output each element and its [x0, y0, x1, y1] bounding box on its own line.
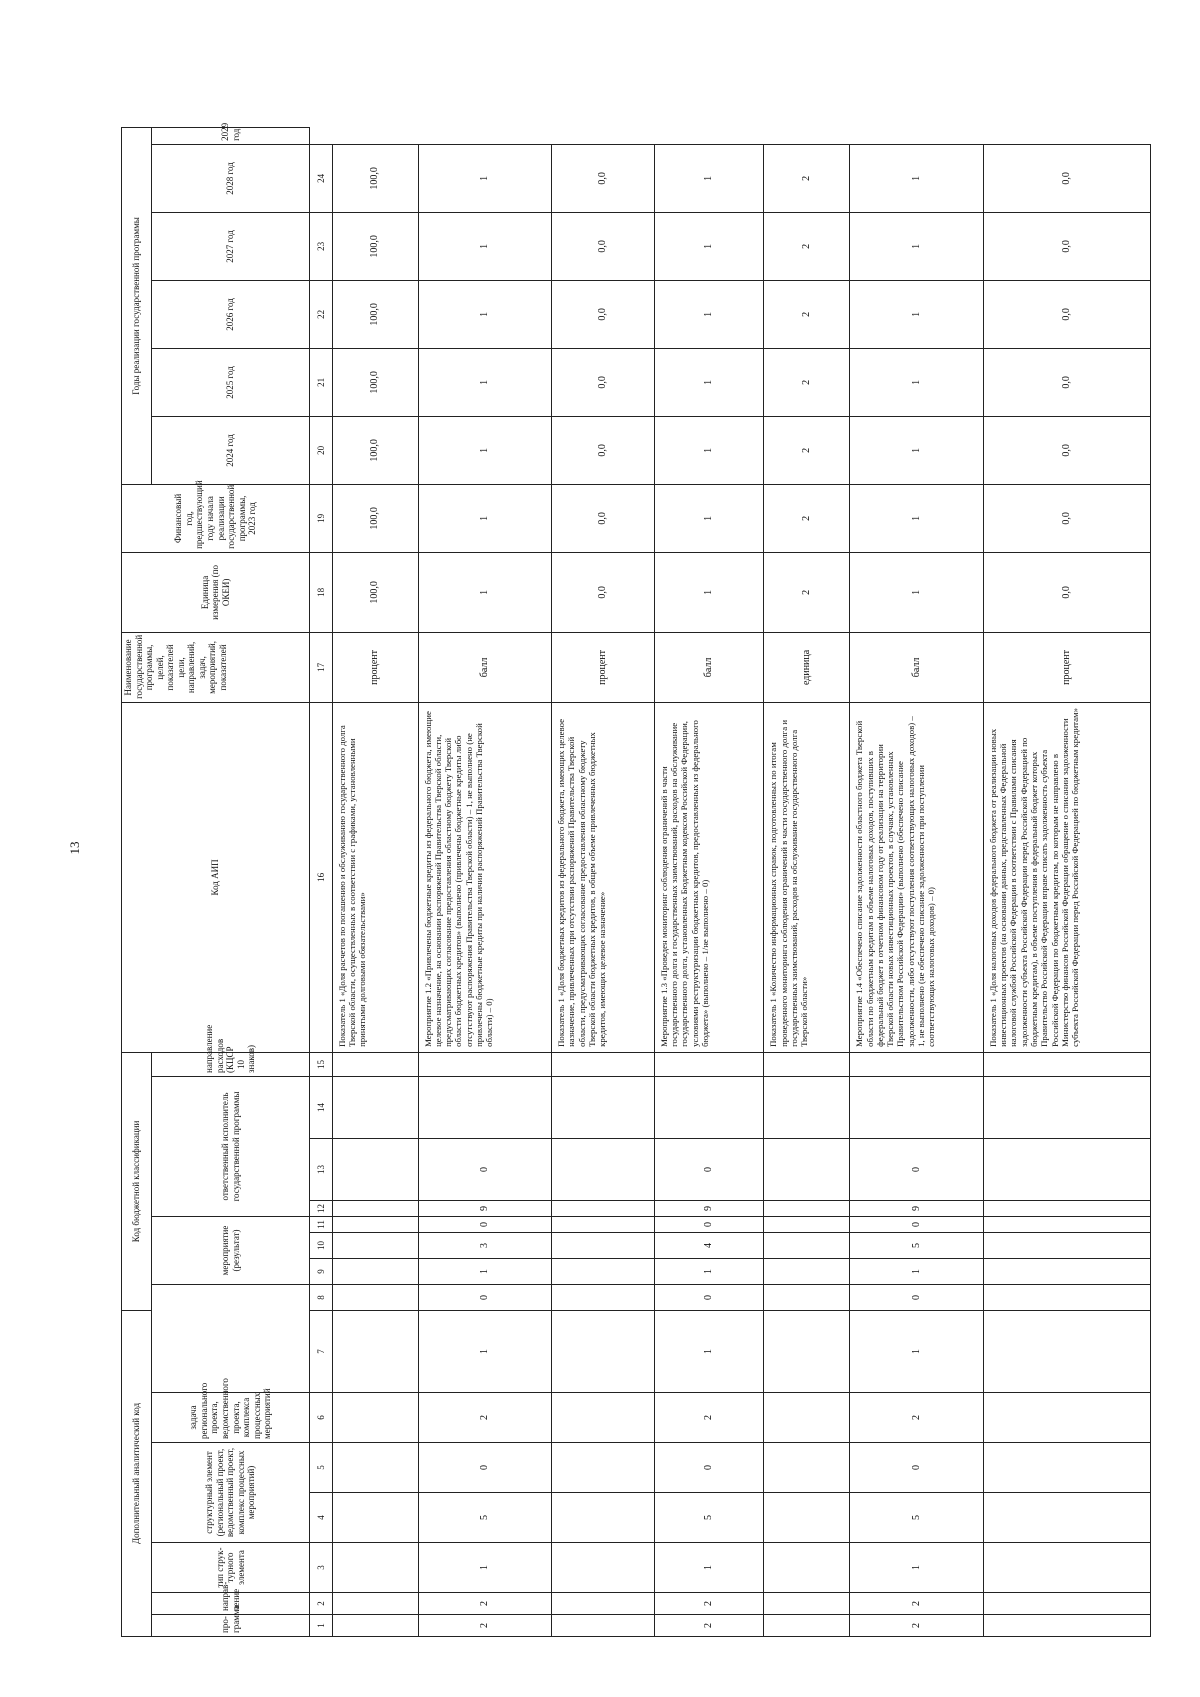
row-name: Мероприятие 1.3 «Проведен мониторинг соблюдения ограничений в части государственного долга и государственных заимствований, расходов на обслуживание государственного долга, установленных Бюджетным кодексом Российской Федерации, условиями реструктуризации бюджетных кредитов, предоставленных из федерального бюджета» (выполнено – 1/не выполнено – 0) [654, 702, 764, 1052]
column-number: 2 [310, 1593, 333, 1615]
header-struct-type: тип струк-турного элемента [152, 1543, 310, 1593]
column-number: 11 [310, 1217, 333, 1233]
table-row [332, 128, 418, 1637]
column-number: 14 [310, 1077, 333, 1139]
column-number: 23 [310, 212, 333, 280]
row-year-value: 1 [654, 348, 764, 416]
row-year-value: 1 [654, 416, 764, 484]
row-year-value: 1 [654, 280, 764, 348]
header-additional-code: Дополнительный аналитический код [122, 1311, 152, 1637]
row-year-value: 2 [764, 280, 850, 348]
row-year-value: 1 [654, 144, 764, 212]
code-cell [332, 1393, 418, 1443]
header-event: мероприятие (результат) [152, 1217, 310, 1285]
code-cell: 2 [654, 1615, 764, 1637]
row-year-value: 0,0 [983, 416, 1150, 484]
row-name: Мероприятие 1.4 «Обеспечено списание задолженности областного бюджета Тверской области по бюджетным кредитам в объеме налоговых доходов, поступивших в федеральный бюджет в отчетном финансовом году от реализации на территории Тверской области новых инвестиционных проектов, в случаях, установленных Правительством Российской Федерации» (выполнено (обеспечено списание задолженности, либо отсутствуют поступления соответствующих налоговых доходов) – 1, не выполнено (не обеспечено списание задолженности при поступлении соответствующих налоговых доходов) – 0) [850, 702, 984, 1052]
page-number: 13 [67, 841, 82, 855]
row-year-value: 1 [418, 484, 552, 552]
code-cell [764, 1393, 850, 1443]
code-cell [552, 1443, 655, 1493]
code-cell: 1 [654, 1543, 764, 1593]
code-cell: 0 [654, 1139, 764, 1201]
column-number: 15 [310, 1052, 333, 1076]
header-year-2027: 2027 год [152, 212, 310, 280]
row-name: Показатель 1 «Количество информационных справок, подготовленных по итогам проведенного мониторинга соблюдения ограничений в части государственного долга и государственных заимствований, расходов на обслуживание государственного долга Тверской области» [764, 702, 850, 1052]
code-cell [552, 1493, 655, 1543]
document-sheet [121, 122, 1151, 1637]
code-cell [552, 1615, 655, 1637]
row-year-value: 2 [764, 484, 850, 552]
row-year-value: 0,0 [552, 348, 655, 416]
column-number: 16 [310, 702, 333, 1052]
code-cell [552, 1052, 655, 1076]
code-cell: 3 [418, 1233, 552, 1259]
code-cell: 0 [850, 1217, 984, 1233]
code-cell [332, 1543, 418, 1593]
table-row [654, 128, 764, 1637]
column-number: 13 [310, 1139, 333, 1201]
code-cell [764, 1233, 850, 1259]
code-cell [332, 1285, 418, 1311]
row-year-value: 1 [654, 484, 764, 552]
row-base-value: 1 [654, 552, 764, 632]
code-cell [418, 1052, 552, 1076]
header-name: Наименование государственной программы, целей, показателей цели, направлений, задач, мероприятий, показателей [122, 632, 310, 702]
code-cell [764, 1443, 850, 1493]
header-code-aip: Код АИП [122, 702, 310, 1052]
row-unit: процент [983, 632, 1150, 702]
code-cell [552, 1543, 655, 1593]
row-year-value: 1 [850, 280, 984, 348]
code-cell [983, 1139, 1150, 1201]
row-year-value: 100,0 [332, 484, 418, 552]
column-number: 21 [310, 348, 333, 416]
row-base-value: 100,0 [332, 552, 418, 632]
code-cell [552, 1139, 655, 1201]
code-cell [764, 1201, 850, 1217]
column-number: 6 [310, 1393, 333, 1443]
code-cell: 5 [418, 1493, 552, 1543]
code-cell: 0 [850, 1443, 984, 1493]
row-year-value: 1 [418, 144, 552, 212]
code-cell: 2 [850, 1615, 984, 1637]
row-year-value: 2 [764, 144, 850, 212]
code-cell: 1 [850, 1311, 984, 1393]
code-cell [552, 1311, 655, 1393]
row-name: Показатель 1 «Доля бюджетных кредитов из федерального бюджета, имеющих целевое назначение, привлеченных при отсутствии распоряжений Правительства Тверской области, предусматривающих согласование предоставления областному бюджету Тверской области бюджетных кредитов, в общем объеме привлеченных бюджетных кредитов, имеющих целевое назначение» [552, 702, 655, 1052]
column-number: 7 [310, 1311, 333, 1393]
code-cell [983, 1443, 1150, 1493]
row-name: Показатель 1 «Доля расчетов по погашению и обслуживанию государственного долга Тверской области, осуществленных в соответствии с графиками, установленными принятыми долговыми обязательствами» [332, 702, 418, 1052]
code-cell [552, 1259, 655, 1285]
code-cell [764, 1052, 850, 1076]
header-year-2024: 2024 год [152, 416, 310, 484]
row-year-value: 1 [418, 416, 552, 484]
row-unit: единица [764, 632, 850, 702]
column-number: 12 [310, 1201, 333, 1217]
code-cell [983, 1201, 1150, 1217]
code-cell: 2 [654, 1393, 764, 1443]
row-year-value: 0,0 [983, 144, 1150, 212]
row-year-value: 100,0 [332, 144, 418, 212]
code-cell: 0 [654, 1443, 764, 1493]
code-cell [764, 1077, 850, 1139]
code-cell [764, 1217, 850, 1233]
code-cell: 0 [850, 1285, 984, 1311]
code-cell [332, 1052, 418, 1076]
row-year-value: 1 [654, 212, 764, 280]
column-number: 1 [310, 1615, 333, 1637]
code-cell [418, 1077, 552, 1139]
row-unit: процент [552, 632, 655, 702]
row-year-value: 0,0 [983, 484, 1150, 552]
row-year-value: 1 [850, 212, 984, 280]
code-cell: 2 [418, 1393, 552, 1443]
code-cell [332, 1077, 418, 1139]
header-direction: направ-ление [152, 1593, 310, 1615]
row-unit: процент [332, 632, 418, 702]
code-cell: 5 [850, 1233, 984, 1259]
code-cell: 0 [654, 1285, 764, 1311]
column-number: 5 [310, 1443, 333, 1493]
code-cell [654, 1052, 764, 1076]
code-cell [552, 1593, 655, 1615]
row-year-value: 2 [764, 416, 850, 484]
header-year-2025: 2025 год [152, 348, 310, 416]
row-year-value: 1 [850, 416, 984, 484]
code-cell [552, 1217, 655, 1233]
header-spacer [152, 1285, 310, 1393]
row-unit: балл [418, 632, 552, 702]
code-cell [850, 1052, 984, 1076]
column-number: 20 [310, 416, 333, 484]
code-cell [983, 1543, 1150, 1593]
code-cell [552, 1201, 655, 1217]
row-year-value: 0,0 [983, 280, 1150, 348]
code-cell: 5 [850, 1493, 984, 1543]
row-year-value: 1 [418, 280, 552, 348]
code-cell: 9 [654, 1201, 764, 1217]
row-year-value: 0,0 [552, 212, 655, 280]
code-cell [983, 1393, 1150, 1443]
row-year-value: 1 [850, 144, 984, 212]
code-cell [332, 1443, 418, 1493]
code-cell: 9 [418, 1201, 552, 1217]
code-cell [332, 1259, 418, 1285]
column-number: 17 [310, 632, 333, 702]
row-unit: балл [654, 632, 764, 702]
row-base-value: 2 [764, 552, 850, 632]
code-cell [764, 1259, 850, 1285]
column-number: 9 [310, 1259, 333, 1285]
code-cell [332, 1233, 418, 1259]
code-cell [983, 1259, 1150, 1285]
code-cell: 0 [418, 1285, 552, 1311]
table-row [850, 128, 984, 1637]
code-cell [552, 1393, 655, 1443]
header-year-2029: 2029 год [152, 128, 310, 145]
row-year-value: 0,0 [983, 212, 1150, 280]
code-cell: 1 [850, 1259, 984, 1285]
column-number: 4 [310, 1493, 333, 1543]
code-cell [332, 1217, 418, 1233]
code-cell: 0 [654, 1217, 764, 1233]
row-year-value: 100,0 [332, 280, 418, 348]
column-numbers-row [310, 128, 333, 1637]
code-cell: 9 [850, 1201, 984, 1217]
row-year-value: 100,0 [332, 416, 418, 484]
code-cell: 0 [418, 1139, 552, 1201]
code-cell [983, 1052, 1150, 1076]
code-cell [764, 1311, 850, 1393]
code-cell: 0 [418, 1443, 552, 1493]
column-number: 8 [310, 1285, 333, 1311]
column-number: 22 [310, 280, 333, 348]
row-year-value: 100,0 [332, 348, 418, 416]
code-cell [983, 1311, 1150, 1393]
row-base-value: 0,0 [552, 552, 655, 632]
code-cell: 2 [654, 1593, 764, 1615]
header-years-group: Годы реализации государственной программы [122, 128, 152, 485]
code-cell: 1 [654, 1259, 764, 1285]
header-budget-code: Код бюджетной классификации [122, 1052, 152, 1310]
row-year-value: 1 [418, 212, 552, 280]
row-year-value: 2 [764, 212, 850, 280]
row-year-value: 0,0 [983, 348, 1150, 416]
row-year-value: 0,0 [552, 416, 655, 484]
row-year-value: 1 [418, 348, 552, 416]
code-cell: 2 [418, 1615, 552, 1637]
code-cell [332, 1311, 418, 1393]
table-row [418, 128, 552, 1637]
code-cell: 5 [654, 1493, 764, 1543]
code-cell [764, 1285, 850, 1311]
header-struct-elem: структурный элемент (региональный проект, ведомственный проект, комплекс процессных мероприятий) [152, 1443, 310, 1543]
code-cell: 2 [850, 1393, 984, 1443]
column-number: 3 [310, 1543, 333, 1593]
header-year-2026: 2026 год [152, 280, 310, 348]
code-cell [332, 1139, 418, 1201]
code-cell [983, 1233, 1150, 1259]
code-cell [764, 1615, 850, 1637]
code-cell: 1 [418, 1543, 552, 1593]
code-cell [552, 1077, 655, 1139]
code-cell: 4 [654, 1233, 764, 1259]
header-fin-year: Финансовый год, предшествующий году начала реализации государственной программы, 2023 год [122, 484, 310, 552]
code-cell [552, 1285, 655, 1311]
row-year-value: 1 [850, 348, 984, 416]
row-year-value: 100,0 [332, 212, 418, 280]
code-cell [764, 1139, 850, 1201]
table-row [983, 128, 1150, 1637]
code-cell [332, 1201, 418, 1217]
code-cell [764, 1493, 850, 1543]
row-base-value: 1 [850, 552, 984, 632]
row-year-value: 0,0 [552, 280, 655, 348]
row-year-value: 2 [764, 348, 850, 416]
code-cell [983, 1077, 1150, 1139]
code-cell: 1 [418, 1311, 552, 1393]
row-base-value: 1 [418, 552, 552, 632]
header-exec: ответственный исполнитель государственной программы [152, 1077, 310, 1217]
code-cell: 1 [850, 1543, 984, 1593]
code-cell [552, 1233, 655, 1259]
row-base-value: 0,0 [983, 552, 1150, 632]
code-cell [983, 1493, 1150, 1543]
code-cell [332, 1615, 418, 1637]
table-row [552, 128, 655, 1637]
code-cell: 2 [418, 1593, 552, 1615]
code-cell [332, 1493, 418, 1543]
code-cell [654, 1077, 764, 1139]
code-cell [332, 1593, 418, 1615]
table-row [764, 128, 850, 1637]
code-cell [983, 1615, 1150, 1637]
code-cell: 1 [654, 1311, 764, 1393]
code-cell [983, 1593, 1150, 1615]
column-number: 18 [310, 552, 333, 632]
header-kosgu: направление расходов (КЦСР 10 знаков) [152, 1052, 310, 1076]
code-cell [983, 1217, 1150, 1233]
header-task: задача регионального проекта, ведомственного проекта, комплекса процессных мероприятий [152, 1393, 310, 1443]
program-table [121, 122, 1151, 1637]
code-cell: 1 [418, 1259, 552, 1285]
code-cell [764, 1593, 850, 1615]
row-year-value: 1 [850, 484, 984, 552]
row-year-value: 0,0 [552, 144, 655, 212]
code-cell: 0 [418, 1217, 552, 1233]
row-name: Мероприятие 1.2 «Привлечены бюджетные кредиты из федерального бюджета, имеющие целевое назначение, на основании распоряжений Правительства Тверской области, предусматривающих согласование предоставления областному бюджету Тверской области бюджетных кредитов» (выполнено (привлечены бюджетные кредиты либо отсутствуют распоряжения Правительства Тверской области) – 1, не выполнено (не привлечены бюджетные кредиты при наличии распоряжений Правительства Тверской области) – 0) [418, 702, 552, 1052]
code-cell [850, 1077, 984, 1139]
column-number: 10 [310, 1233, 333, 1259]
code-cell [764, 1543, 850, 1593]
header-year-2028: 2028 год [152, 144, 310, 212]
header-unit: Единица измерения (по ОКЕИ) [122, 552, 310, 632]
code-cell [983, 1285, 1150, 1311]
row-year-value: 0,0 [552, 484, 655, 552]
column-number: 19 [310, 484, 333, 552]
header-program: про-грамма [152, 1615, 310, 1637]
column-number: 24 [310, 144, 333, 212]
row-unit: балл [850, 632, 984, 702]
row-name: Показатель 1 «Доля налоговых доходов федерального бюджета от реализации новых инвестиционных проектов (на основании данных, представленных Федеральной налоговой службой Российской Федерации в соответствии с Правилами списания задолженности субъекта Российской Федерации перед Российской Федерацией по бюджетным кредитам), в объеме поступления в федеральный бюджет которых Правительство Российской Федерации вправе списать задолженность субъекта Российской Федерации по бюджетным кредитам, по которым не направлено в Министерство финансов Российской Федерации обращение о списании задолженности субъекта Российской Федерации перед Российской Федерацией по бюджетным кредитам» [983, 702, 1150, 1052]
code-cell: 0 [850, 1139, 984, 1201]
code-cell: 2 [850, 1593, 984, 1615]
